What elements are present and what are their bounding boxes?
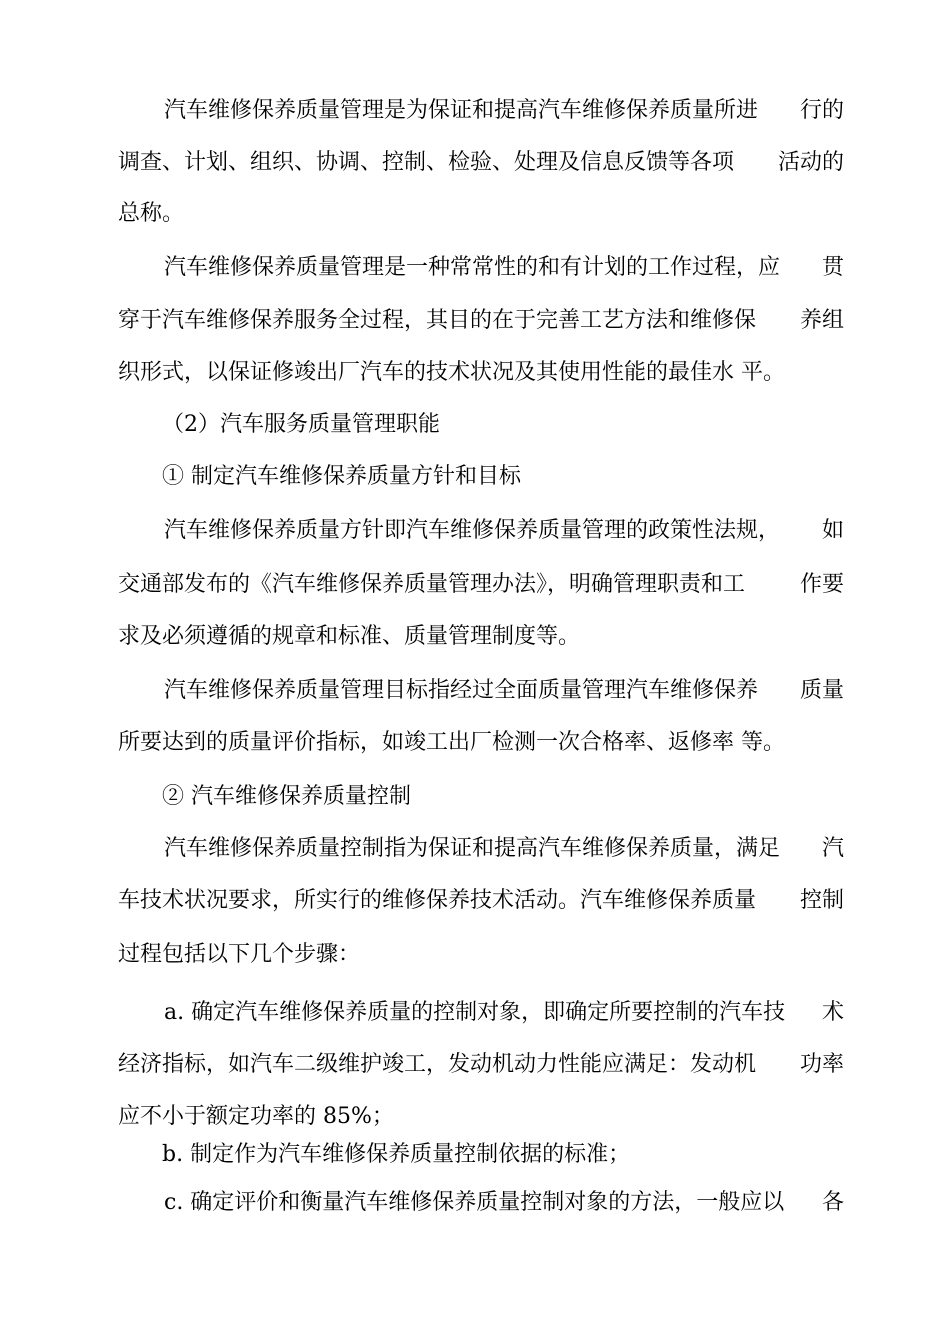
list-item-line (118, 1188, 844, 1218)
text-segment: 汽车维修保养质量控制指为保证和提高汽车维修保养质量，满足 (164, 836, 781, 861)
text-segment: 各 (821, 1190, 844, 1215)
text-line: 过程包括以下几个步骤： (118, 942, 361, 967)
subsection-heading: ① 制定汽车维修保养质量方针和目标 (162, 464, 521, 489)
text-segment: c. 确定评价和衡量汽车维修保养质量控制对象的方法，一般应以 (164, 1190, 785, 1215)
text-line: 求及必须遵循的规章和标准、质量管理制度等。 (118, 624, 581, 649)
text-segment: 质量 (799, 678, 844, 703)
text-segment: 车技术状况要求，所实行的维修保养技术活动。汽车维修保养质量 (118, 888, 757, 913)
text-line (118, 676, 844, 706)
text-line (118, 570, 844, 600)
text-segment: 作要 (799, 572, 844, 597)
text-segment: 穿于汽车维修保养服务全过程，其目的在于完善工艺方法和维修保 (118, 308, 757, 333)
text-segment: 汽车维修保养质量方针即汽车维修保养质量管理的政策性法规， (164, 518, 781, 543)
text-line (118, 516, 844, 546)
text-line: 总称。 (118, 201, 185, 226)
text-segment: 活动的 (777, 150, 844, 175)
text-segment: 汽 (821, 836, 844, 861)
text-line: 所要达到的质量评价指标，如竣工出厂检测一次合格率、返修率 等。 (118, 730, 785, 755)
text-line (118, 834, 844, 864)
list-item-line (118, 998, 844, 1028)
text-segment: 汽车维修保养质量管理是一种常常性的和有计划的工作过程，应 (164, 255, 781, 280)
text-segment: 行的 (799, 98, 844, 123)
text-line (118, 886, 844, 916)
text-segment: 汽车维修保养质量管理目标指经过全面质量管理汽车维修保养 (164, 678, 759, 703)
text-line (118, 253, 844, 283)
text-segment: 交通部发布的《汽车维修保养质量管理办法》，明确管理职责和工 (118, 572, 746, 597)
text-segment: 汽车维修保养质量管理是为保证和提高汽车维修保养质量所进 (164, 98, 759, 123)
text-line (118, 1050, 844, 1080)
text-line: 织形式，以保证修竣出厂汽车的技术状况及其使用性能的最佳水 平。 (118, 360, 785, 385)
text-segment: 经济指标，如汽车二级维护竣工，发动机动力性能应满足：发动机 (118, 1052, 757, 1077)
text-line (118, 306, 844, 336)
text-segment: 贯 (821, 255, 844, 280)
text-segment: 控制 (799, 888, 844, 913)
text-line (118, 96, 844, 126)
text-segment: 养组 (799, 308, 844, 333)
section-heading: （2）汽车服务质量管理职能 (162, 412, 440, 437)
text-line (118, 148, 844, 178)
text-segment: 术 (821, 1000, 844, 1025)
text-segment: 如 (821, 518, 844, 543)
subsection-heading: ② 汽车维修保养质量控制 (162, 784, 411, 809)
text-segment: 功率 (799, 1052, 844, 1077)
text-line: 应不小于额定功率的 85%； (118, 1104, 394, 1129)
text-segment: a. 确定汽车维修保养质量的控制对象，即确定所要控制的汽车技 (164, 1000, 786, 1025)
list-item-line: b. 制定作为汽车维修保养质量控制依据的标准； (162, 1142, 631, 1167)
text-segment: 调查、计划、组织、协调、控制、检验、处理及信息反馈等各项 (118, 150, 735, 175)
